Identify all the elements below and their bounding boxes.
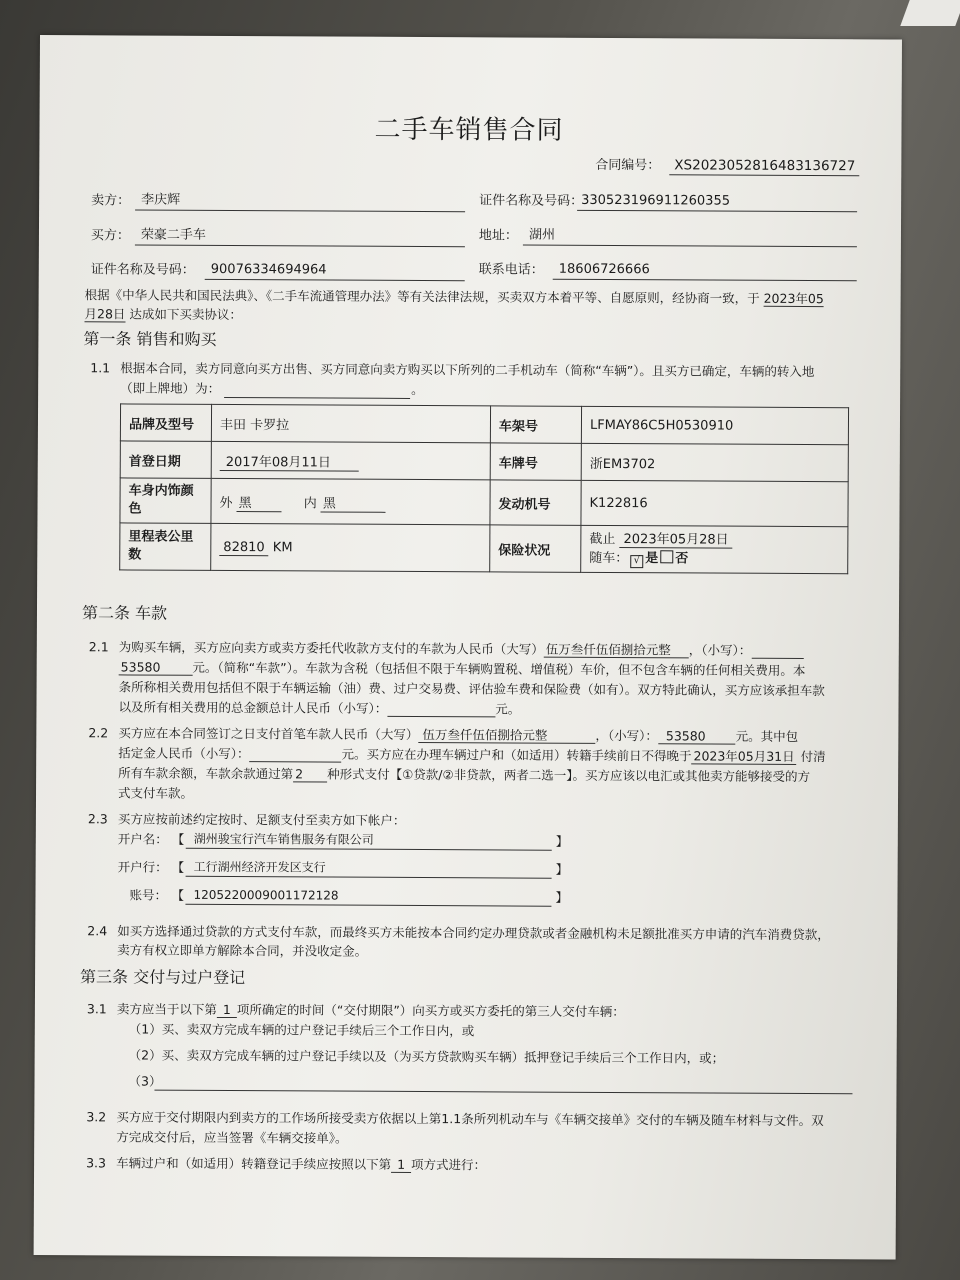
buyer-id-value: 90076334694964 <box>210 261 327 278</box>
clause-1-1-line-1: 根据本合同，卖方同意向买方出售、买方同意向卖方购买以下所列的二手机动车（简称“车辆”）。且买方已确定，车辆的转入地 <box>120 360 815 380</box>
account-name-left-bracket: 【 <box>171 831 185 847</box>
table-row <box>120 441 848 482</box>
color-label-line-2: 色 <box>128 501 142 517</box>
first-payment-in-words: 伍万叁仟伍佰捌拾元整 <box>418 727 595 744</box>
first-payment-digits: 53580 <box>658 728 736 744</box>
color-label-line-1: 车身内饰颜 <box>128 483 194 499</box>
clause-2-2-text-f: 付清 <box>800 748 826 765</box>
contract-no-value: XS2023052816483136727 <box>674 157 856 175</box>
clause-2-1-line-1 <box>119 639 804 659</box>
insurance-until-value: 2023年05月28日 <box>619 532 732 549</box>
clause-2-4-number: 2.4 <box>87 923 108 939</box>
article-1-heading: 第一条 销售和购买 <box>83 329 217 349</box>
clause-2-2-text-h: 种形式支付【①贷款/②非贷款，两者二选一】。买方应该以电汇或其他卖方能够接受的方 <box>327 766 811 785</box>
exterior-label: 外 <box>219 495 233 511</box>
bank-label: 开户行： <box>117 859 168 875</box>
clause-3-1-line-1 <box>117 1001 625 1020</box>
with-car-label: 随车： <box>589 550 629 567</box>
insurance-cell <box>581 525 848 573</box>
seller-label: 卖方： <box>91 193 131 209</box>
with-car-yes: 是 <box>645 551 659 567</box>
address-label: 地址： <box>478 228 519 244</box>
color-cell <box>211 478 490 524</box>
plate-value: 浙EM3702 <box>581 443 848 481</box>
mileage-cell <box>211 523 490 571</box>
price-in-digits: 53580 <box>119 659 193 675</box>
interior-color: 黑 <box>321 496 386 512</box>
clause-2-2-text-d: 括定金人民币（小写）： <box>118 745 250 762</box>
clause-2-1-text-e: 以及所有相关费用的总金额总计人民币（小写）： <box>118 699 388 716</box>
buyer-id-underline <box>205 279 465 281</box>
clause-3-3-text-a: 车辆过户和（如适用）转籍登记手续应按照以下第 <box>116 1155 392 1172</box>
seller-value: 李庆辉 <box>141 192 181 208</box>
with-car-no: 否 <box>675 551 689 567</box>
delivery-option-3-underline <box>154 1090 852 1095</box>
insurance-until-label: 截止 <box>589 531 616 548</box>
buyer-value: 荣豪二手车 <box>140 227 207 243</box>
clause-2-2-line-1 <box>118 725 798 745</box>
intro-text-1: 根据《中华人民共和国民法典》、《二手车流通管理办法》等有关法律法规，买卖双方本着平等、自愿原则，经协商一致，于 <box>84 287 760 306</box>
intro-date-b: 月28日 <box>84 306 126 322</box>
mileage-label-line-2: 数 <box>128 547 142 563</box>
seller-underline <box>135 210 465 213</box>
bank-right-bracket: 】 <box>555 861 569 877</box>
checkbox-empty-icon <box>660 550 673 563</box>
account-no-right-bracket: 】 <box>555 889 569 905</box>
clause-3-1-number: 3.1 <box>86 1001 107 1017</box>
address-value: 湖州 <box>528 227 556 243</box>
clause-2-2-text-c: 元。其中包 <box>735 728 799 744</box>
clause-2-1-line-2 <box>119 659 806 679</box>
seller-id-value: 330523196911260355 <box>581 192 731 209</box>
bank-left-bracket: 【 <box>171 859 185 875</box>
clause-2-2-text-g: 所有车款余额，车款余款通过第 <box>118 765 294 782</box>
clause-3-3-number: 3.3 <box>86 1155 107 1171</box>
delivery-option-2: （2）买、卖双方完成车辆的过户登记手续以及（为买方贷款购买车辆）抵押登记手续后三个工作日内，或； <box>128 1047 725 1066</box>
delivery-option-1: （1）买、卖双方完成车辆的过户登记手续后三个工作日内，或 <box>128 1021 475 1039</box>
account-name-value: 湖州骏宝行汽车销售服务有限公司 <box>193 831 374 847</box>
clause-3-1-text-b: 项所确定的时间（“交付期限”）向买方或买方委托的第三人交付车辆： <box>236 1002 625 1020</box>
clause-2-4-line-2: 卖方有权立即单方解除本合同，并没收定金。 <box>117 942 368 959</box>
buyer-id-label: 证件名称及号码： <box>90 262 195 278</box>
plate-label: 车牌号 <box>490 443 581 480</box>
address-underline <box>523 245 857 248</box>
table-row <box>120 478 848 527</box>
mileage-label-line-1: 里程表公里 <box>128 529 194 545</box>
buyer-label: 买方： <box>90 228 131 244</box>
mileage-unit: KM <box>272 539 293 555</box>
payment-option: 2 <box>293 766 327 782</box>
engine-label: 发动机号 <box>490 480 581 525</box>
clause-1-1-end: 。 <box>411 381 424 398</box>
deposit-underline <box>249 747 341 762</box>
clause-2-2-text-b: ，（小写）： <box>595 727 658 744</box>
reg-date-label: 首登日期 <box>120 441 211 478</box>
reg-date-cell <box>211 441 490 479</box>
reg-date-value: 2017年08月11日 <box>220 454 359 471</box>
clause-2-1-text-c: 元。（简称“车款”）。车款为含税（包括但不限于车辆购置税、增值税）车价，但不包含车辆的任何相关费用。本 <box>192 659 806 679</box>
clause-2-3-text: 买方应按前述约定按时、足额支付至卖方如下帐户： <box>117 811 406 828</box>
seller-id-label: 证件名称及号码： <box>479 193 584 209</box>
account-name-underline <box>186 848 552 851</box>
clause-2-1-line-3: 条所称相关费用包括但不限于车辆运输（油）费、过户交易费、评估验车费和保险费（如有）。双方特此确认，买方应该承担车款 <box>118 679 825 699</box>
account-no-left-bracket: 【 <box>171 887 185 903</box>
intro-line-2 <box>84 306 241 323</box>
clause-2-1-number: 2.1 <box>88 639 109 655</box>
account-no-underline <box>185 904 551 907</box>
brand-label: 品牌及型号 <box>120 404 211 441</box>
clause-2-2-line-4: 式支付车款。 <box>117 785 194 801</box>
delivery-option: 1 <box>217 1002 237 1018</box>
clause-1-1-number: 1.1 <box>90 360 111 376</box>
phone-value: 18606726666 <box>558 261 650 278</box>
clause-2-2-text-a: 买方应在本合同签订之日支付首笔车款人民币（大写） <box>118 725 419 742</box>
clause-2-2-number: 2.2 <box>88 725 109 741</box>
exterior-color: 黑 <box>237 496 282 512</box>
bank-underline <box>186 876 552 879</box>
clause-2-1-line-4 <box>118 699 520 717</box>
clause-2-2-text-e: 元。买方应在办理车辆过户和（如适用）转籍手续前日不得晚于 <box>341 746 692 764</box>
contract-no-label: 合同编号： <box>595 157 661 174</box>
contract-no-underline <box>669 174 859 176</box>
intro-date-a: 2023年05 <box>763 290 824 307</box>
clause-2-1-text-f: 元。 <box>495 701 521 717</box>
checkbox-checked-icon: √ <box>630 555 643 568</box>
background-paper-corner <box>900 0 960 26</box>
clause-3-1-text-a: 卖方应当于以下第 <box>116 1001 217 1017</box>
buyer-underline <box>135 244 465 247</box>
vin-label: 车架号 <box>490 406 581 443</box>
contract-page <box>34 35 902 1259</box>
intro-line-1 <box>85 287 824 307</box>
vin-value: LFMAY86C5H0530910 <box>581 406 848 444</box>
account-no-value: 1205220009001172128 <box>193 887 339 903</box>
table-row <box>120 523 848 574</box>
account-name-label: 开户名： <box>117 831 168 847</box>
clause-2-2-line-3 <box>118 765 810 785</box>
insurance-label: 保险状况 <box>490 525 581 572</box>
clause-3-2-line-1: 买方应于交付期限内到卖方的工作场所接受卖方依据以上第1.1条所列机动车与《车辆交接单》交付的车辆及随车材料与文件。双 <box>116 1109 824 1129</box>
delivery-option-3: （3） <box>128 1073 162 1089</box>
clause-3-3-line-1 <box>116 1155 486 1173</box>
article-3-heading: 第三条 交付与过户登记 <box>80 967 246 988</box>
price-in-words: 伍万叁仟伍佰捌拾元整 <box>544 642 689 659</box>
seller-id-underline <box>577 210 857 212</box>
account-name-right-bracket: 】 <box>555 833 569 849</box>
brand-value: 丰田 卡罗拉 <box>211 404 490 442</box>
clause-3-3-text-b: 项方式进行： <box>411 1156 487 1173</box>
article-2-heading: 第二条 车款 <box>81 603 168 623</box>
bank-value: 工行湖州经济开发区支行 <box>193 859 326 875</box>
registration-place-underline <box>224 397 410 399</box>
mileage-value: 82810 <box>219 539 268 555</box>
clause-2-1-text-a: 为购买车辆，买方应向卖方或卖方委托代收款方支付的车款为人民币（大写） <box>118 639 544 657</box>
contract-title: 二手车销售合同 <box>374 114 564 146</box>
clause-2-3-number: 2.3 <box>87 811 108 827</box>
color-label-cell <box>120 478 211 523</box>
clause-2-2-line-2 <box>118 745 825 765</box>
clause-2-4-line-1: 如买方选择通过贷款的方式支付车款，而最终买方未能按本合同约定办理贷款或者金融机构未足额批准买方申请的汽车消费贷款， <box>117 923 830 943</box>
mileage-label-cell <box>120 523 211 570</box>
balance-deadline: 2023年05月31日 <box>691 748 796 765</box>
total-amount-underline <box>387 702 495 718</box>
table-row <box>120 404 848 445</box>
account-no-label: 账号： <box>129 887 168 903</box>
phone-label: 联系电话： <box>478 262 544 278</box>
clause-1-1-line-2: （即上牌地）为： <box>120 380 221 396</box>
vehicle-info-table <box>119 403 849 574</box>
clause-3-2-number: 3.2 <box>86 1109 107 1125</box>
clause-3-2-line-2: 方完成交付后，应当签署《车辆交接单》。 <box>116 1129 348 1146</box>
transfer-option: 1 <box>391 1157 411 1173</box>
phone-underline <box>553 279 857 282</box>
interior-label: 内 <box>303 495 317 511</box>
intro-text-2: 达成如下买卖协议： <box>129 306 242 323</box>
clause-2-1-text-b: ，（小写）： <box>688 642 752 658</box>
engine-value: K122816 <box>581 480 848 526</box>
